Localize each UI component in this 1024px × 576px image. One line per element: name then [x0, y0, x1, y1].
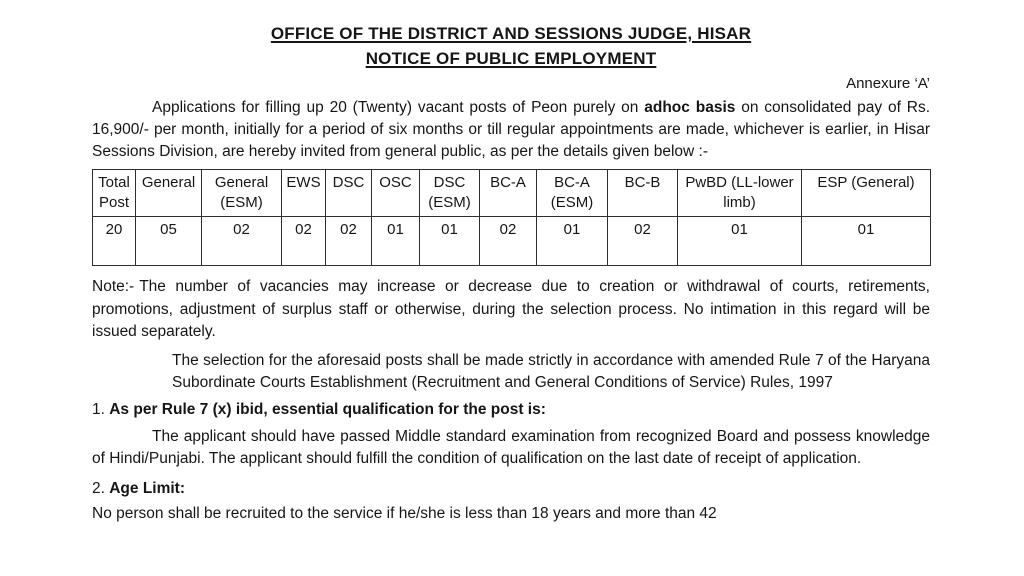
section-1-heading	[92, 399, 930, 420]
value-bc-a-esm: 01	[537, 217, 608, 266]
value-osc: 01	[372, 217, 420, 266]
title-line-2: NOTICE OF PUBLIC EMPLOYMENT	[365, 49, 657, 68]
value-bc-b: 02	[608, 217, 678, 266]
value-dsc: 02	[326, 217, 372, 266]
value-total-post: 20	[93, 217, 136, 266]
col-header-dsc-esm: DSC (ESM)	[420, 170, 480, 217]
value-ews: 02	[282, 217, 326, 266]
section-2-body-clipped: No person shall be recruited to the service if he/she is less than 18 years and more than 42	[92, 504, 717, 522]
annexure-label: Annexure ‘A’	[846, 75, 930, 92]
col-header-bc-a: BC-A	[480, 170, 537, 217]
value-pwbd: 01	[678, 217, 802, 266]
col-header-pwbd: PwBD (LL-lower limb)	[678, 170, 802, 217]
title-line-1: OFFICE OF THE DISTRICT AND SESSIONS JUDGE, HISAR	[270, 24, 752, 43]
note-label: Note:-	[92, 278, 135, 295]
intro-text-before: Applications for filling up 20 (Twenty) vacant posts of Peon purely on	[152, 99, 645, 116]
value-bc-a: 02	[480, 217, 537, 266]
vacancy-table-header-row	[93, 170, 931, 217]
col-header-dsc: DSC	[326, 170, 372, 217]
section-2-heading	[92, 478, 930, 499]
value-dsc-esm: 01	[420, 217, 480, 266]
note-paragraph	[92, 276, 930, 344]
col-header-bc-a-esm: BC-A (ESM)	[537, 170, 608, 217]
section-1-heading-text: As per Rule 7 (x) ibid, essential qualification for the post is:	[109, 400, 546, 418]
value-esp-general: 01	[802, 217, 931, 266]
value-general: 05	[136, 217, 202, 266]
selection-paragraph: The selection for the aforesaid posts shall be made strictly in accordance with amended Rule 7 of the Haryana Subordinate Courts Establishment (Recruitment and General Conditions of Service) Rules, 1997	[172, 351, 930, 391]
note-text: The number of vacancies may increase or decrease due to creation or withdrawal of courts, retirements, promotions, adjustment of surplus staff or otherwise, during the selection process. No intimation in this regard will be issued separately.	[92, 278, 930, 340]
vacancy-table-values-row	[93, 217, 931, 266]
section-2-heading-text: Age Limit:	[109, 479, 186, 497]
value-general-esm: 02	[202, 217, 282, 266]
col-header-osc: OSC	[372, 170, 420, 217]
intro-paragraph	[92, 97, 930, 163]
intro-text-after: on consolidated pay of Rs. 16,900/- per month, initially for a period of six months or till regular appointments are made, whichever is earlier, in Hisar Sessions Division, are hereby invited from general public, as per the details given below :-	[92, 99, 931, 160]
col-header-ews: EWS	[282, 170, 326, 217]
intro-text-bold: adhoc basis	[644, 99, 736, 116]
col-header-general-esm: General (ESM)	[202, 170, 282, 217]
col-header-esp-general: ESP (General)	[802, 170, 931, 217]
vacancy-table	[92, 169, 931, 266]
document-title	[92, 21, 930, 71]
section-1-body: The applicant should have passed Middle standard examination from recognized Board and possess knowledge of Hindi/Punjabi. The applicant should fulfill the condition of qualification on the last date of receipt of application.	[92, 427, 930, 467]
section-2-number: 2.	[92, 479, 110, 497]
section-1-number: 1.	[92, 400, 110, 418]
col-header-bc-b: BC-B	[608, 170, 678, 217]
col-header-general: General	[136, 170, 202, 217]
col-header-total-post: Total Post	[93, 170, 136, 217]
